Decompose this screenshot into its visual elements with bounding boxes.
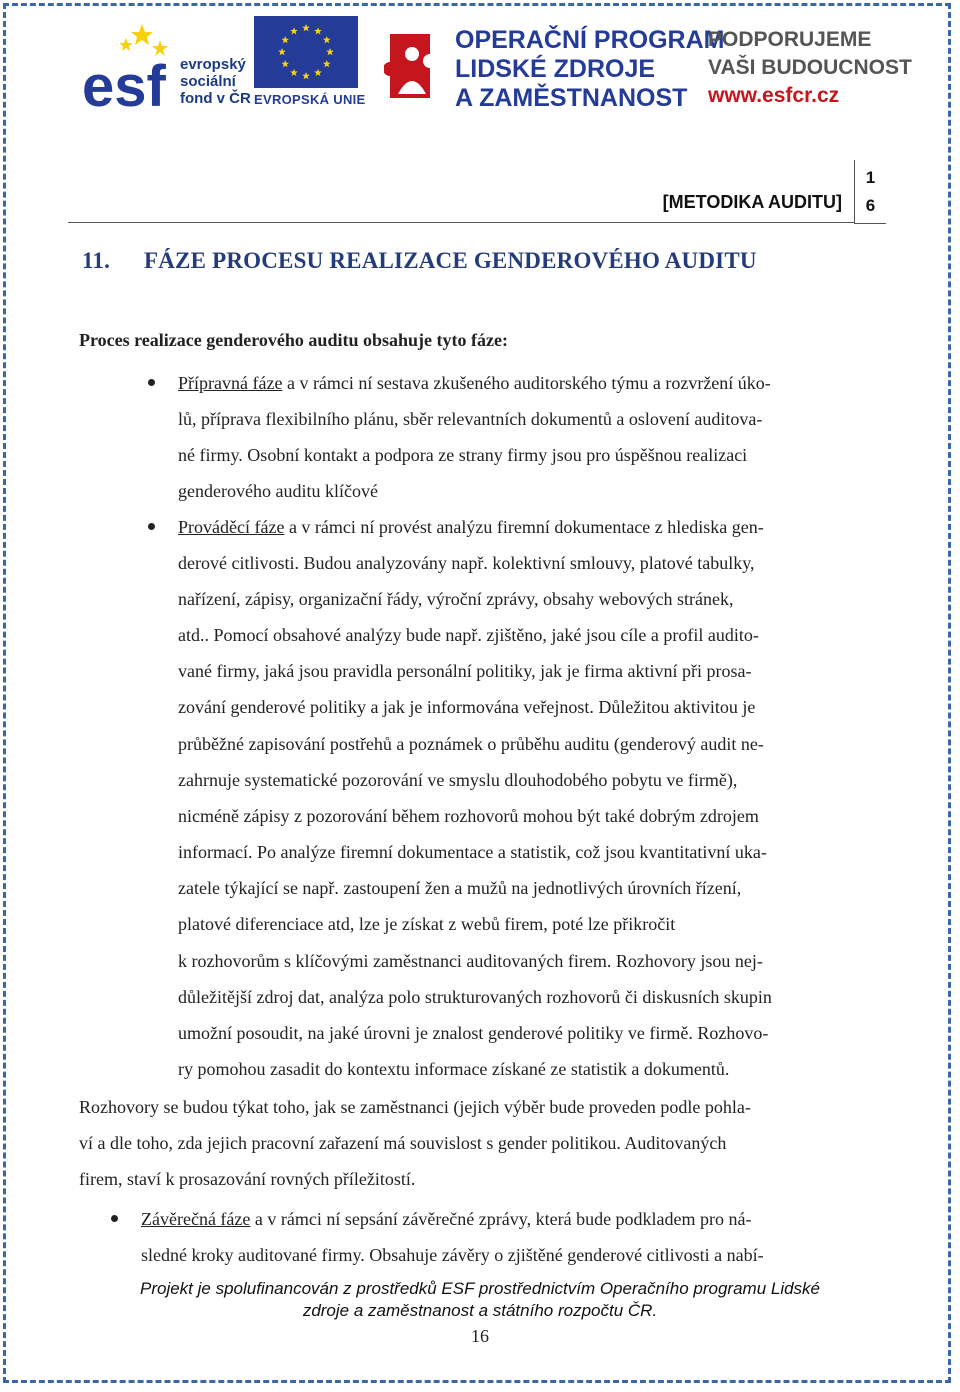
op-title (455, 26, 724, 113)
esf-line: sociální (180, 73, 236, 90)
text-line: ví a dle toho, zda jejich pracovní zařazení má souvislost s gender politikou. Auditovaných (79, 1133, 727, 1153)
term-preparatory: Přípravná fáze (178, 373, 283, 393)
text-line (178, 516, 764, 538)
op-puzzle-icon (384, 24, 444, 108)
esf-logo-text: esf (82, 54, 166, 112)
chapter-title: FÁZE PROCESU REALIZACE GENDEROVÉHO AUDITU (144, 248, 757, 273)
bullet-dot (111, 1215, 118, 1222)
text-line: informací. Po analýze firemní dokumentace a statistik, což jsou kvantitativní uka- (178, 842, 767, 862)
running-header-title: [METODIKA AUDITU] (662, 192, 842, 212)
term-execution: Prováděcí fáze (178, 517, 285, 537)
text-line: ry pomohou zasadit do kontextu informace získané ze statistik a dokumentů. (178, 1059, 730, 1079)
text-line (141, 1208, 752, 1230)
bullet-dot (148, 379, 155, 386)
text-span: a v rámci ní provést analýzu firemní dokumentace z hlediska gen- (284, 517, 764, 537)
text-line: platové diferenciace atd, lze je získat z webů firem, poté lze přikročit (178, 914, 676, 934)
running-header (68, 188, 854, 223)
page-digit: 6 (865, 196, 876, 215)
text-line: né firmy. Osobní kontakt a podpora ze strany firmy jsou pro úspěšnou realizaci (178, 445, 748, 465)
text-line: lů, příprava flexibilního plánu, sběr relevantních dokumentů a oslovení auditova- (178, 409, 763, 429)
text-span: a v rámci ní sepsání závěrečné zprávy, která bude podkladem pro ná- (250, 1209, 752, 1229)
op-line: A ZAMĚSTNANOST (455, 84, 688, 112)
chapter-heading (82, 248, 757, 274)
text-line: atd.. Pomocí obsahové analýzy bude např. zjištěno, jaké jsou cíle a profil audito- (178, 625, 759, 645)
text-line: nicméně zápisy z pozorování během rozhovorů mohou být také dobrým zdrojem (178, 806, 759, 826)
footer-line: Projekt je spolufinancován z prostředků ESF prostřednictvím Operačního programu Lidské (139, 1279, 821, 1298)
slogan-url[interactable]: www.esfcr.cz (708, 84, 840, 107)
running-header-page (854, 160, 886, 224)
text-line: sledné kroky auditované firmy. Obsahuje závěry o zjištěné genderové citlivosti a nabí- (141, 1245, 764, 1265)
text-line: nařízení, zápisy, organizační řády, výroční zprávy, obsahy webových stránek, (178, 589, 734, 609)
text-line: k rozhovorům s klíčovými zaměstnanci auditovaných firem. Rozhovory jsou nej- (178, 951, 763, 971)
text-line: zování genderové politiky a jak je informována veřejnost. Důležitou aktivitou je (178, 697, 756, 717)
text-line: derové citlivosti. Budou analyzovány např. kolektivní smlouvy, platové tabulky, (178, 553, 755, 573)
text-line: vané firmy, jaká jsou pravidla personální politiky, jak je firma aktivní při prosa- (178, 661, 752, 681)
bullet-dot (148, 523, 155, 530)
text-line: Rozhovory se budou týkat toho, jak se zaměstnanci (jejich výběr bude proveden podle pohla- (79, 1097, 751, 1117)
text-line: zatele týkající se např. zastoupení žen a mužů na jednotlivých úrovních řízení, (178, 878, 742, 898)
text-line: zahrnuje systematické pozorování ve smyslu dlouhodobého pobytu ve firmě), (178, 770, 738, 790)
eu-flag-icon (254, 16, 358, 88)
esf-label (180, 56, 251, 107)
slogan-line: PODPORUJEME (708, 28, 872, 51)
text-line: genderového auditu klíčové (178, 481, 378, 501)
text-line (178, 372, 771, 394)
footer-line: zdroje a zaměstnanost a státního rozpočtu ČR. (302, 1301, 658, 1320)
text-line: umožní posoudit, na jaké úrovni je znalost genderové politiky ve firmě. Rozhovo- (178, 1023, 769, 1043)
op-line: OPERAČNÍ PROGRAM (455, 26, 725, 54)
esf-logo-icon (80, 16, 180, 112)
esf-line: evropský (180, 56, 246, 73)
eu-label: EVROPSKÁ UNIE (254, 92, 366, 107)
slogan-line: VAŠI BUDOUCNOST (708, 56, 912, 79)
intro-text: Proces realizace genderového auditu obsahuje tyto fáze: (79, 330, 508, 350)
text-span: a v rámci ní sestava zkušeného auditorského týmu a rozvržení úko- (282, 373, 771, 393)
op-line: LIDSKÉ ZDROJE (455, 55, 656, 83)
text-line: firem, staví k prosazování rovných příležitostí. (79, 1169, 416, 1189)
text-line: důležitější zdroj dat, analýza polo strukturovaných rozhovorů či diskusních skupin (178, 987, 772, 1007)
slogan (708, 26, 912, 110)
page-number: 16 (471, 1326, 489, 1346)
text-line: průběžné zapisování postřehů a poznámek o průběhu auditu (genderový audit ne- (178, 734, 764, 754)
term-final: Závěrečná fáze (141, 1209, 251, 1229)
esf-line: fond v ČR (180, 90, 251, 107)
header-logos (72, 8, 912, 120)
page-digit: 1 (865, 168, 876, 187)
chapter-number: 11. (82, 248, 111, 273)
